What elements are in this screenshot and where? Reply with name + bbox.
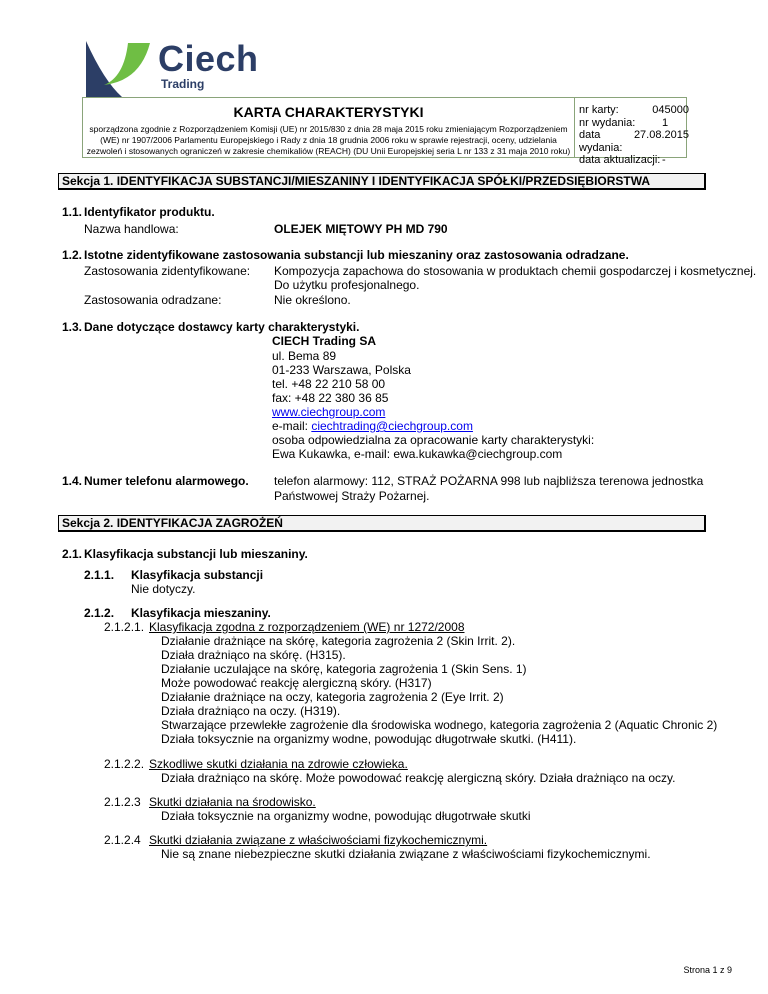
s1-2-title: Istotne zidentyfikowane zastosowania substancji lub mieszaniny oraz zastosowania odradzane. (84, 248, 629, 262)
classification-line: Działa drażniąco na skórę. (H315). (161, 648, 346, 662)
uses-advised-against-value: Nie określono. (274, 293, 351, 307)
logo-subtitle: Trading (161, 77, 205, 91)
s2-1-1-text: Nie dotyczy. (131, 582, 196, 596)
classification-line: Działanie uczulające na skórę, kategoria zagrożenia 1 (Skin Sens. 1) (161, 662, 527, 676)
supplier-street: ul. Bema 89 (272, 349, 337, 363)
email-label: e-mail: (272, 419, 312, 433)
meta-value: 045000 (652, 104, 689, 116)
meta-value: 1 (662, 116, 669, 129)
meta-label: nr wydania: (579, 116, 636, 129)
s2-1-2-number: 2.1.2. (84, 606, 115, 620)
header-meta (579, 104, 689, 167)
classification-line: Działanie drażniące na skórę, kategoria zagrożenia 2 (Skin Irrit. 2). (161, 634, 516, 648)
s2-1-2-4-number: 2.1.2.4 (104, 833, 141, 847)
logo-wordmark: Ciech (158, 38, 259, 79)
s2-1-2-3-number: 2.1.2.3 (104, 795, 141, 809)
supplier-phone: tel. +48 22 210 58 00 (272, 377, 386, 391)
s2-1-2-2-title: Szkodliwe skutki działania na zdrowie człowieka. (149, 757, 408, 771)
classification-line: Działa drażniąco na oczy. (H319). (161, 704, 341, 718)
supplier-website-link[interactable]: www.ciechgroup.com (272, 405, 386, 419)
s2-1-title: Klasyfikacja substancji lub mieszaniny. (84, 547, 308, 561)
supplier-fax: fax: +48 22 380 36 85 (272, 391, 389, 405)
s1-3-title: Dane dotyczące dostawcy karty charakterystyki. (84, 320, 360, 334)
s2-1-2-3-text: Działa toksycznie na organizmy wodne, powodując długotrwałe skutki (161, 809, 531, 823)
s2-1-2-4-text: Nie są znane niebezpieczne skutki działania związane z właściwościami fizykochemicznymi. (161, 847, 651, 861)
s2-1-2-title: Klasyfikacja mieszaniny. (131, 606, 271, 620)
s1-3-number: 1.3. (62, 320, 83, 334)
trade-name-value: OLEJEK MIĘTOWY PH MD 790 (274, 222, 448, 236)
uses-advised-against-label: Zastosowania odradzane: (84, 293, 222, 307)
page-number: Strona 1 z 9 (683, 965, 732, 975)
s1-4-title: Numer telefonu alarmowego. (84, 474, 249, 488)
s2-1-number: 2.1. (62, 547, 83, 561)
meta-label: data wydania: (579, 129, 623, 154)
classification-line: Może powodować reakcję alergiczną skóry. (H317) (161, 676, 432, 690)
section-1-header: Sekcja 1. IDENTYFIKACJA SUBSTANCJI/MIESZANINY I IDENTYFIKACJA SPÓŁKI/PRZEDSIĘBIORSTWA (58, 173, 706, 190)
s1-1-number: 1.1. (62, 205, 83, 219)
s2-1-1-title: Klasyfikacja substancji (131, 568, 264, 582)
s2-1-2-3-title: Skutki działania na środowisko. (149, 795, 316, 809)
classification-line: Działa toksycznie na organizmy wodne, powodując długotrwałe skutki. (H411). (161, 732, 577, 746)
uses-identified-label: Zastosowania zidentyfikowane: (84, 264, 251, 278)
trade-name-label: Nazwa handlowa: (84, 222, 179, 236)
s1-2-number: 1.2. (62, 248, 83, 262)
s1-1-title: Identyfikator produktu. (84, 205, 215, 219)
section-2-header: Sekcja 2. IDENTYFIKACJA ZAGROŻEŃ (58, 515, 706, 532)
supplier-email-link[interactable]: ciechtrading@ciechgroup.com (311, 419, 473, 433)
supplier-email-line (272, 419, 473, 434)
responsible-person-label: osoba odpowiedzialna za opracowanie karty charakterystyki: (272, 433, 595, 447)
s2-1-2-1-number: 2.1.2.1. (104, 620, 145, 634)
s2-1-1-number: 2.1.1. (84, 568, 115, 582)
supplier-city: 01-233 Warszawa, Polska (272, 363, 411, 377)
s2-1-2-1-title: Klasyfikacja zgodna z rozporządzeniem (WE) nr 1272/2008 (149, 620, 465, 634)
header-title-block (83, 98, 575, 157)
s2-1-2-2-text: Działa drażniąco na skórę. Może powodować reakcję alergiczną skóry. Działa drażniąco na oczy. (161, 771, 676, 785)
emergency-phone-line-2: Państwowej Straży Pożarnej. (274, 489, 430, 503)
s2-1-2-2-number: 2.1.2.2. (104, 757, 145, 771)
emergency-phone-line-1: telefon alarmowy: 112, STRAŻ POŻARNA 998 lub najbliższa terenowa jednostka (274, 474, 704, 488)
classification-line: Stwarzające przewlekłe zagrożenie dla środowiska wodnego, kategoria zagrożenia 2 (Aquatic Chronic 2) (161, 718, 718, 732)
meta-label: nr karty: (579, 104, 619, 116)
s2-1-2-4-title: Skutki działania związane z właściwościami fizykochemicznymi. (149, 833, 488, 847)
classification-line: Działanie drażniące na oczy, kategoria zagrożenia 2 (Eye Irrit. 2) (161, 690, 504, 704)
document-header (82, 97, 689, 167)
document-title: KARTA CHARAKTERYSTYKI (233, 104, 424, 120)
supplier-company: CIECH Trading SA (272, 334, 377, 348)
meta-label: data aktualizacji: (579, 154, 661, 167)
ciech-logo-mark (84, 41, 154, 97)
uses-identified-value-2: Do użytku profesjonalnego. (274, 278, 420, 292)
s1-4-number: 1.4. (62, 474, 83, 488)
document-subtitle: sporządzona zgodnie z Rozporządzeniem Komisji (UE) nr 2015/830 z dnia 28 maja 2015 roku zmieniającym Rozporządzeniem (WE) nr 1907/2006 Parlamentu Europejskiego i Rady z dnia 18 grudnia 2006 roku w sprawie rejestracji, oceny, udzielania zezwoleń i stosowanych ograniczeń w zakresie chemikaliów (REACH) (DU Unii Europejskiej seria L nr 133 z 31 maja 2010 roku) (86, 124, 571, 156)
responsible-person: Ewa Kukawka, e-mail: ewa.kukawka@ciechgroup.com (272, 447, 563, 461)
uses-identified-value: Kompozycja zapachowa do stosowania w produktach chemii gospodarczej i kosmetycznej. (274, 264, 757, 278)
meta-value: 27.08.2015 (633, 129, 689, 142)
meta-value: - (662, 154, 666, 167)
